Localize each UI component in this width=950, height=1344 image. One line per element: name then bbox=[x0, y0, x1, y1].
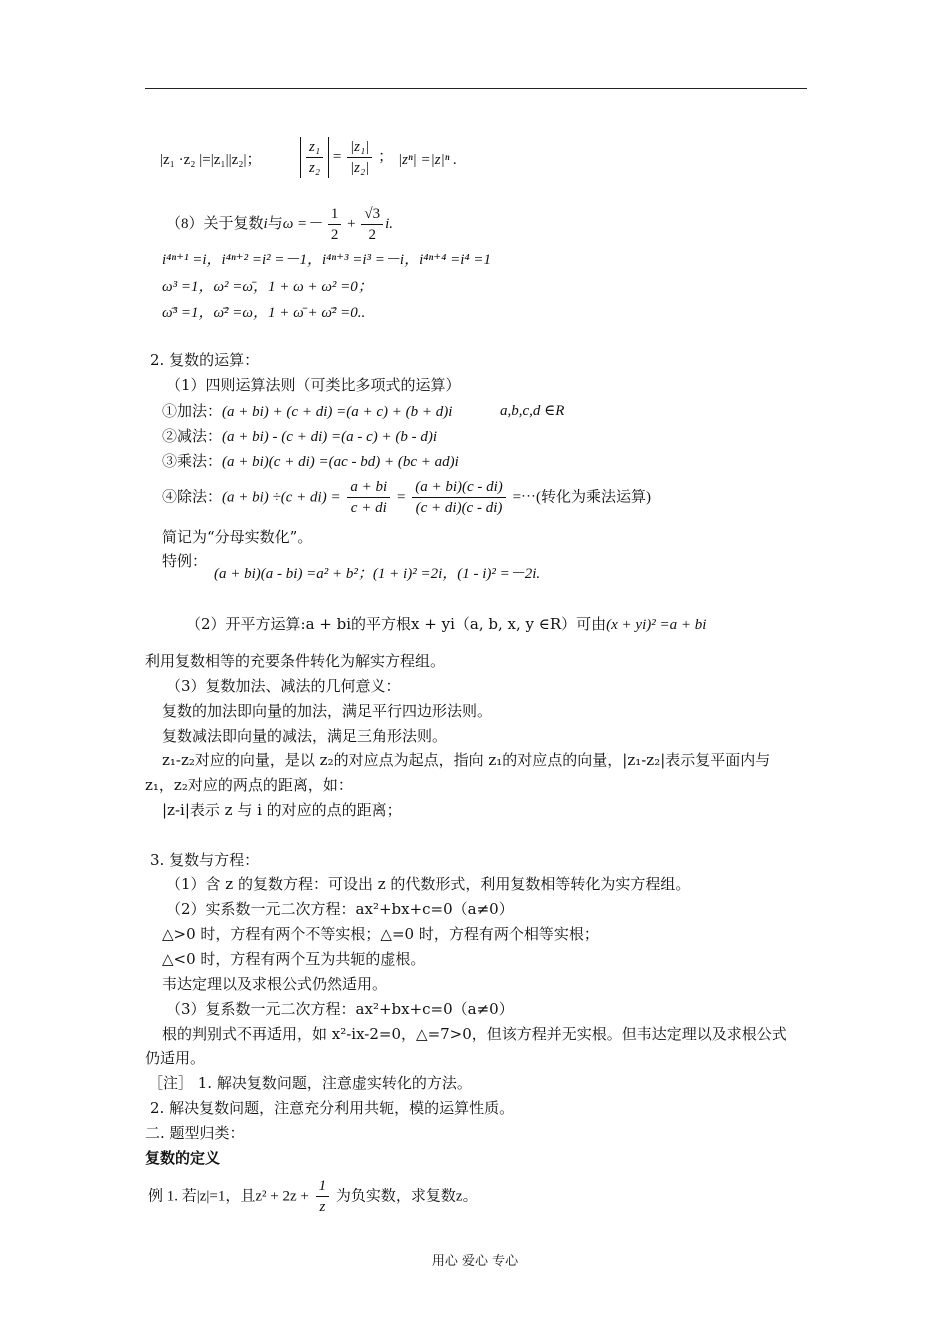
division-tail: =⋯(转化为乘法运算) bbox=[512, 489, 652, 506]
special-label: 特例： bbox=[162, 552, 208, 570]
geometry-4: z₁，z₂对应的两点的距离，如： bbox=[145, 776, 353, 794]
section-3-2a: △>0 时，方程有两个不等实根；△=0 时，方程有两个相等实根； bbox=[162, 925, 599, 943]
multiplication-formula: (a + bi)(c + di) =(ac - bd) + (bc + ad)i bbox=[222, 454, 459, 470]
note-2: 2. 解决复数问题，注意充分利用共轭，模的运算性质。 bbox=[150, 1099, 515, 1117]
fraction-numerator: |z₁| bbox=[347, 137, 372, 158]
section-3-1: （1）含 z 的复数方程：可设出 z 的代数形式，利用复数相等转化为实方程组。 bbox=[166, 875, 691, 893]
section-2-title: 2. 复数的运算： bbox=[150, 351, 260, 369]
geometry-3: z₁-z₂对应的向量，是以 z₂的对应点为起点，指向 z₁的对应点的向量，|z₁-z₂|表示复平面内与 bbox=[162, 751, 771, 769]
and-word: 与 bbox=[267, 215, 283, 232]
i-powers: i⁴ⁿ⁺¹ =i，i⁴ⁿ⁺² =i² =－1，i⁴ⁿ⁺³ =i³ =－i，i⁴ⁿ⁺⁴ =i⁴ =1 bbox=[162, 252, 491, 268]
definition-heading: 复数的定义 bbox=[145, 1149, 221, 1167]
fraction-numerator: √3 bbox=[361, 204, 383, 225]
addition-rule bbox=[162, 401, 452, 422]
fraction-numerator: (a + bi)(c - di) bbox=[412, 477, 506, 498]
sqrt-formula: (x + yi)² =a + bi bbox=[606, 617, 707, 633]
multiplication-rule bbox=[162, 451, 459, 472]
special-formula: (a + bi)(a - bi) =a² + b²；(1 + i)² =2i，(1 - i)² =－2i. bbox=[214, 566, 541, 582]
section-2-3: （3）复数加法、减法的几何意义： bbox=[166, 677, 401, 695]
subtraction-label: ②减法： bbox=[162, 427, 223, 445]
section-3-2c: 韦达定理以及求根公式仍然适用。 bbox=[162, 975, 388, 993]
sqrt-continuation: 利用复数相等的充要条件转化为解实方程组。 bbox=[145, 652, 446, 670]
addition-label: ①加法： bbox=[162, 402, 223, 420]
root3-fraction bbox=[361, 204, 383, 245]
example-1 bbox=[148, 1176, 478, 1217]
page-footer: 用心 爱心 专心 bbox=[431, 1254, 519, 1269]
plus-sign: + bbox=[347, 215, 356, 232]
omega-equals: ω =－ bbox=[282, 215, 323, 232]
example-1-suffix: 为负实数，求复数z。 bbox=[335, 1188, 478, 1205]
sqrt-operation bbox=[186, 614, 706, 635]
item-8-label: （8）关于复数 bbox=[166, 215, 264, 232]
fraction-denominator: 2 bbox=[368, 227, 376, 243]
half-fraction bbox=[328, 204, 342, 245]
section-3-2b: △<0 时，方程有两个互为共轭的虚根。 bbox=[162, 950, 426, 968]
section-3-2: （2）实系数一元二次方程：ax²+bx+c=0（a≠0） bbox=[166, 900, 514, 918]
multiplication-label: ③乘法： bbox=[162, 452, 223, 470]
equals-sign: = bbox=[332, 148, 342, 165]
fraction-denominator: (c + di)(c - di) bbox=[415, 500, 503, 516]
fraction-denominator: z bbox=[319, 1199, 326, 1215]
fraction-denominator: z₂ bbox=[309, 160, 321, 176]
fraction-numerator: 1 bbox=[328, 204, 342, 225]
geometry-2: 复数减法即向量的减法，满足三角形法则。 bbox=[162, 727, 448, 745]
equals-sign: = bbox=[396, 489, 406, 506]
division-label: ④除法： bbox=[162, 487, 223, 506]
modulus-rule-1 bbox=[160, 150, 262, 170]
abs-fraction bbox=[347, 137, 372, 178]
sqrt-text: （2）开平方运算:a + bi的平方根x + yi（a, b, x, y ∈R）可由 bbox=[186, 615, 607, 633]
division-fraction-2 bbox=[412, 477, 506, 518]
example-1-prefix: 例 1. 若|z|=1，且z² + 2z + bbox=[148, 1188, 309, 1205]
modulus-product: |z₁ ·z₂ |=|z₁||z₂|； bbox=[160, 152, 262, 168]
addition-formula: (a + bi) + (c + di) =(a + c) + (b + d)i bbox=[222, 404, 453, 420]
fraction-denominator: c + di bbox=[350, 500, 387, 516]
addition-domain: a,b,c,d ∈R bbox=[500, 403, 565, 419]
geometry-5: |z-i|表示 z 与 i 的对应的点的距离； bbox=[162, 801, 402, 819]
fraction-denominator: 2 bbox=[330, 227, 339, 243]
z-fraction bbox=[306, 137, 323, 178]
separator: ； bbox=[378, 148, 394, 165]
header-rule bbox=[145, 88, 807, 89]
fraction-denominator: |z₂| bbox=[350, 160, 370, 176]
geometry-1: 复数的加法即向量的加法，满足平行四边形法则。 bbox=[162, 702, 493, 720]
i-tail: i. bbox=[385, 215, 394, 232]
subtraction-formula: (a + bi) - (c + di) =(a - c) + (b - d)i bbox=[222, 429, 438, 445]
subtraction-rule bbox=[162, 426, 437, 447]
section-3-3a: 根的判别式不再适用，如 x²-ix-2=0，△=7>0，但该方程并无实根。但韦达定理以及求根公式 bbox=[162, 1025, 787, 1043]
section-3-3: （3）复系数一元二次方程：ax²+bx+c=0（a≠0） bbox=[166, 1000, 514, 1018]
section-3-title: 3. 复数与方程： bbox=[150, 851, 260, 869]
fraction-numerator: a + bi bbox=[347, 477, 390, 498]
division-rule bbox=[162, 477, 651, 518]
abs-bars bbox=[300, 137, 329, 178]
omega-definition bbox=[166, 204, 393, 245]
fraction-numerator: z₁ bbox=[306, 137, 323, 158]
modulus-quotient bbox=[300, 137, 393, 178]
i-symbol: i bbox=[263, 215, 268, 232]
section-2-1: （1）四则运算法则（可类比多项式的运算） bbox=[166, 376, 461, 394]
omega-identities-2: ω̄³ =1，ω̄² =ω，1 + ω̄ + ω̄² =0.. bbox=[162, 305, 366, 321]
example-1-fraction bbox=[316, 1176, 330, 1217]
memo-line: 简记为“分母实数化”。 bbox=[162, 528, 313, 546]
section-two-title: 二. 题型归类： bbox=[145, 1124, 245, 1142]
division-lhs: (a + bi) ÷(c + di) = bbox=[222, 489, 341, 506]
section-3-3b: 仍适用。 bbox=[145, 1049, 206, 1067]
note-1: ［注］ 1. 解决复数问题，注意虚实转化的方法。 bbox=[148, 1074, 472, 1092]
division-fraction-1 bbox=[347, 477, 390, 518]
fraction-numerator: 1 bbox=[316, 1176, 330, 1197]
modulus-power: |zⁿ| =|z|ⁿ . bbox=[398, 152, 457, 168]
omega-identities-1: ω³ =1，ω² =ω̄，1 + ω + ω² =0； bbox=[162, 279, 373, 295]
